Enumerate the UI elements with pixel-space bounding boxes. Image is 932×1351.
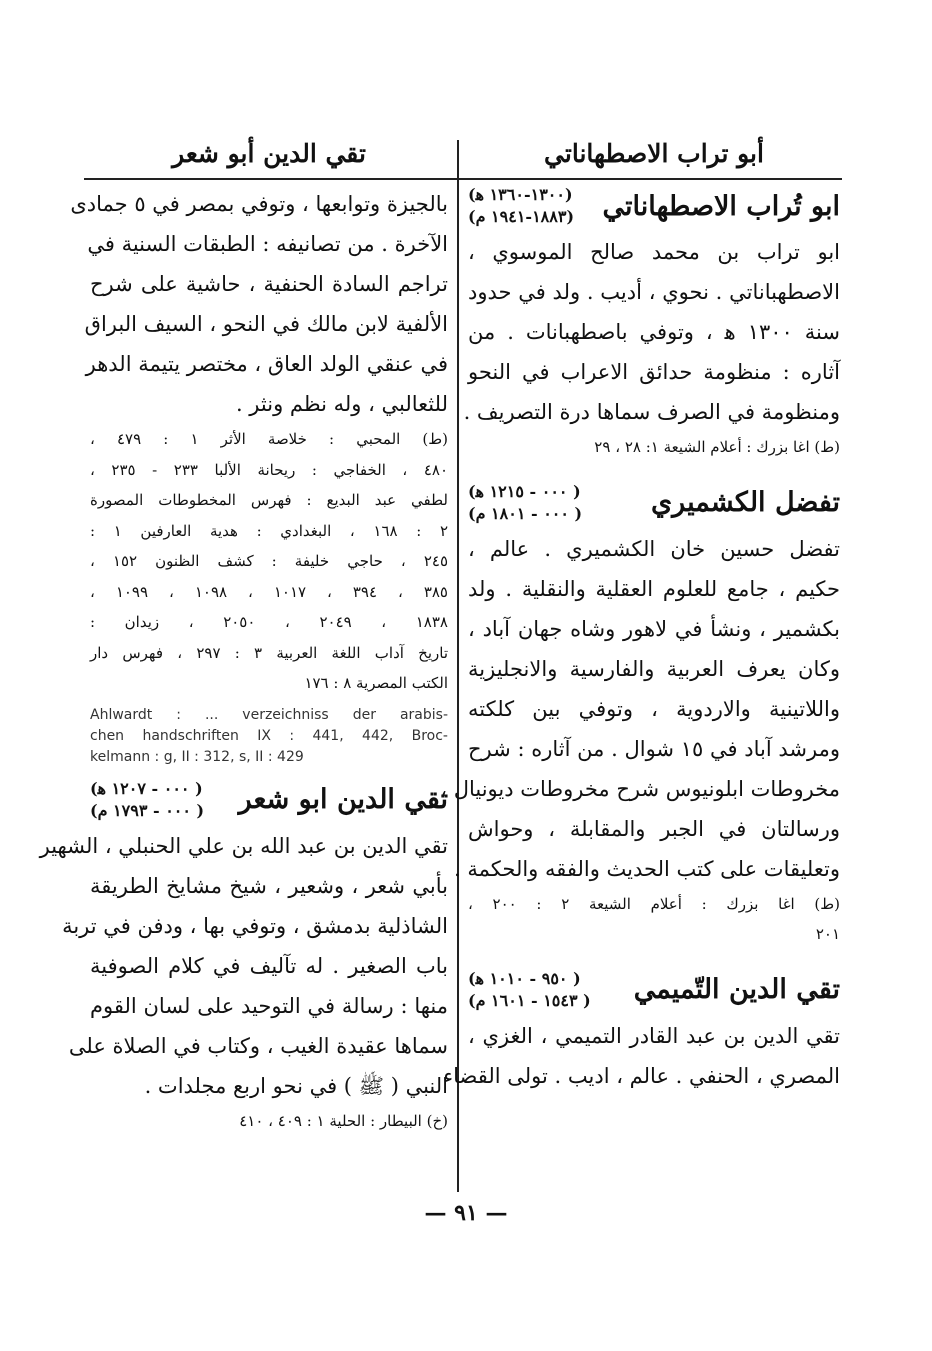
body-line: النبي ( ﷺ ) في نحو اربع مجلدات . bbox=[144, 1073, 448, 1098]
body-line: تقي الدين بن عبد الله بن علي الحنبلي ، الشهير bbox=[39, 833, 448, 858]
left-column bbox=[39, 130, 449, 1136]
latin-source-line: chen handschriften IX : 441, 442, Broc- bbox=[90, 727, 448, 744]
dates-gregorian: (١٨٨٣-١٩٤١ م) bbox=[468, 207, 575, 226]
entry-title-row bbox=[468, 184, 840, 228]
column-divider bbox=[457, 140, 459, 1192]
source-line: ٢٤٥ ، حاجي خليفة : كشف الظنون ١٥٢ ، bbox=[90, 552, 448, 570]
body-line: تراجم السادة الحنفية ، حاشية على شرح bbox=[90, 272, 448, 296]
source-line: (ط) المحبي : خلاصة الأثر ١ : ٤٧٩ ، bbox=[90, 430, 449, 448]
dates-hijri: ( ٠٠٠ - ١٢٠٧ ﻫ) bbox=[90, 778, 203, 798]
body-line: آثاره : منظومة حدائق الاعراب في النحو bbox=[468, 360, 840, 384]
continuation-sources bbox=[90, 424, 448, 699]
entry-name: تفضل الكشميري bbox=[651, 487, 840, 518]
entry-separator bbox=[468, 463, 840, 477]
body-line: ابو تراب بن محمد صالح الموسوي ، bbox=[468, 240, 840, 264]
body-line: منها : رسالة في التوحيد على لسان القوم bbox=[90, 993, 448, 1018]
entry-title-row bbox=[468, 481, 840, 525]
source-line: الكتب المصرية ٨ : ١٧٦ bbox=[304, 674, 448, 692]
entry-dates bbox=[468, 968, 591, 1012]
running-header-left: تقي الدين أبو شعر bbox=[172, 139, 366, 168]
source-line: تاريخ آداب اللغة العربية ٣ : ٢٩٧ ، فهرس دار bbox=[90, 643, 448, 662]
source-line: (ط) اغا بزرك : أعلام الشيعة ٢ : ٢٠٠ ، bbox=[468, 894, 841, 913]
body-line: وتعليقات على كتب الحديث والفقه والحكمة . bbox=[454, 856, 840, 881]
right-column bbox=[440, 130, 841, 1096]
dates-hijri: (١٣٠٠-١٣٦٠ ﻫ) bbox=[468, 185, 573, 204]
entry-name: ابو تُراب الاصطهاناتي bbox=[602, 190, 840, 222]
body-line: الشاذلية بدمشق ، وتوفي بها ، ودفن في تربة bbox=[62, 913, 448, 938]
latin-source-line: kelmann : g, II : 312, s, II : 429 bbox=[90, 748, 304, 765]
source-line: ٤٨٠ ، الخفاجي : ريحانة الألبا ٢٣٣ - ٢٣٥ ، bbox=[90, 460, 449, 479]
source-line: (ط) اغا بزرك : أعلام الشيعة ١: ٢٨ ، ٢٩ bbox=[594, 438, 840, 456]
body-line: واللاتينية والاردوية ، وتوفي بين كلكته bbox=[468, 696, 840, 721]
entry-taqi-abu-shaar bbox=[39, 778, 448, 1137]
body-line: مخروطات ابلونيوس شرح مخروطات ديونيال ، bbox=[440, 776, 840, 801]
entry-abu-turab bbox=[463, 184, 840, 463]
body-line: سماها عقيدة الغيب ، وكتاب في الصلاة على bbox=[68, 1033, 448, 1058]
dates-hijri: ( ٩٥٠ - ١٠١٠ ﻫ) bbox=[468, 968, 581, 988]
body-line: الآخرة . من تصانيفه : الطبقات السنية في bbox=[87, 232, 448, 256]
source-line: ٣٨٥ ، ٣٩٤ ، ١٠١٧ ، ١٠٩٨ ، ١٠٩٩ ، bbox=[90, 582, 448, 601]
body-line: ورسالتان في الجبر والمقابلة ، وحواش bbox=[468, 816, 840, 841]
body-line: ومرشد آباد في ١٥ شوال . من آثاره : شرح bbox=[468, 736, 840, 761]
entry-taqi-tamimi bbox=[443, 968, 840, 1096]
dates-gregorian: ( ٠٠٠ - ١٨٠١ م) bbox=[468, 503, 583, 523]
body-line: باب الصغير . له تآليف في كلام الصوفية bbox=[90, 953, 448, 978]
source-line: ١٨٣٨ ، ٢٠٤٩ ، ٢٠٥٠ ، زيدان : bbox=[90, 613, 448, 631]
body-line: بكشمير ، ونشأ في لاهور وشاه جهان آباد ، bbox=[468, 616, 840, 641]
body-line: بالجيزة وتوابعها ، وتوفي بمصر في ٥ جمادى bbox=[70, 192, 448, 216]
entry-dates bbox=[90, 778, 204, 822]
entry-dates bbox=[468, 184, 574, 228]
body-line: في عنقي الولد العاق ، مختصر يتيمة الدهر bbox=[85, 352, 448, 376]
running-header-right: أبو تراب الاصطهاناتي bbox=[544, 139, 764, 168]
dates-gregorian: ( ٠٠٠ - ١٧٩٣ م) bbox=[90, 800, 205, 820]
source-line: ٢ : ١٦٨ ، البغدادي : هدية العارفين ١ : bbox=[90, 521, 448, 540]
body-line: تقي الدين بن عبد القادر التميمي ، الغزي ، bbox=[468, 1023, 840, 1048]
body-line: الاصطهباناتي . نحوي ، أديب . ولد في حدود bbox=[468, 280, 840, 304]
body-line: تفضل حسين خان الكشميري . عالم ، bbox=[468, 536, 840, 561]
entry-tafaddul bbox=[440, 481, 841, 950]
body-line: الألفية لابن مالك في النحو ، السيف البراق bbox=[84, 312, 448, 336]
body-line: المصري ، الحنفي . عالم ، اديب . تولى القضاء bbox=[443, 1063, 840, 1088]
body-line: حكيم ، جامع للعلوم العقلية والنقلية . ولد bbox=[468, 576, 840, 601]
entry-title-row bbox=[468, 968, 840, 1012]
page-number: — ٩١ — bbox=[424, 1200, 508, 1226]
body-line: ومنظومة في الصرف سماها درة التصريف . bbox=[463, 400, 840, 424]
entry-name: تقي الدين التّميمي bbox=[633, 974, 840, 1005]
dates-gregorian: ( ١٥٤٣ - ١٦٠١ م) bbox=[468, 990, 591, 1010]
body-line: بأبي شعر ، وشعير ، شيخ مشايخ الطريقة bbox=[90, 873, 448, 898]
entry-name: تقي الدين ابو شعر bbox=[238, 784, 448, 815]
body-line: وكان يعرف العربية والفارسية والانجليزية bbox=[468, 656, 840, 681]
body-line: للثعالبي ، وله نظم ونثر . bbox=[235, 392, 448, 416]
source-line: ٢٠١ bbox=[815, 925, 840, 943]
entry-title-row bbox=[90, 778, 448, 822]
latin-sources bbox=[90, 705, 448, 768]
body-line: سنة ١٣٠٠ ﻫ ، وتوفي باصطهبانات . من bbox=[468, 320, 840, 344]
entry-dates bbox=[468, 481, 582, 525]
source-line: (خ) البيطار : الحلية ١ : ٤٠٩ ، ٤١٠ bbox=[239, 1111, 448, 1130]
latin-source-line: Ahlwardt : ... verzeichniss der arabis- bbox=[90, 706, 448, 723]
continuation-text bbox=[70, 184, 448, 424]
dates-hijri: ( ٠٠٠ - ١٢١٥ ﻫ) bbox=[468, 481, 581, 501]
entry-separator bbox=[468, 950, 840, 964]
source-line: لطفي عبد البديع : فهرس المخطوطات المصورة bbox=[90, 491, 448, 509]
